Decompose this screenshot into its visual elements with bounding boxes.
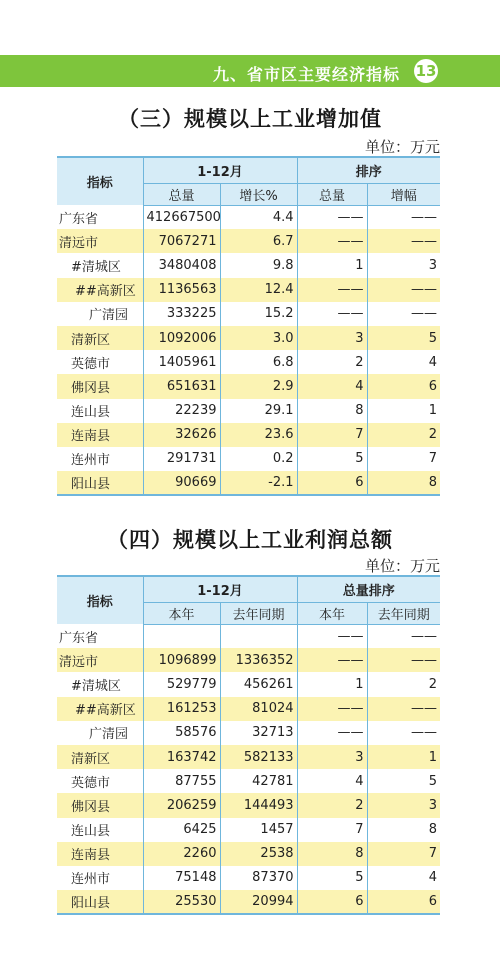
row-rank-2: —— [367,302,440,326]
table-row [57,697,440,721]
row-value-1: 7067271 [143,229,220,253]
row-value-2: 15.2 [220,302,297,326]
subheader-rank-total: 总量 [297,183,367,205]
row-name: 广清园 [89,727,129,743]
row-value-2: 2.9 [220,374,297,398]
section3-table [57,156,440,496]
row-value-2: 32713 [220,721,297,745]
row-rank-2: 6 [367,374,440,398]
row-name: #清城区 [71,259,121,275]
row-rank-2: —— [367,229,440,253]
row-name: 连州市 [71,453,111,469]
header-indicator: 指标 [57,576,143,624]
row-rank-1: —— [297,229,367,253]
row-rank-2: 1 [367,399,440,423]
row-value-2: -2.1 [220,471,297,495]
row-value-1: 651631 [143,374,220,398]
page-number-badge: 13 [414,59,438,83]
row-rank-1: 3 [297,326,367,350]
row-rank-1: —— [297,278,367,302]
row-value-2 [220,624,297,648]
row-value-1: 291731 [143,447,220,471]
row-value-2: 3.0 [220,326,297,350]
row-rank-1: 8 [297,399,367,423]
row-rank-1: 6 [297,471,367,495]
row-name: 清远市 [57,648,143,672]
row-value-2: 144493 [220,793,297,817]
table-row [57,842,440,866]
row-name: 英德市 [71,775,111,791]
row-rank-2: 3 [367,253,440,277]
row-value-1: 1405961 [143,350,220,374]
row-name: 佛冈县 [57,793,143,817]
row-value-1: 22239 [143,399,220,423]
row-value-1: 2260 [143,842,220,866]
row-rank-1: 5 [297,447,367,471]
row-value-1: 25530 [143,890,220,914]
row-rank-2: —— [367,278,440,302]
row-rank-1: 2 [297,793,367,817]
row-rank-1: 1 [297,253,367,277]
row-value-1: 90669 [143,471,220,495]
row-rank-1: 7 [297,423,367,447]
table-row [57,229,440,253]
row-value-1: 161253 [143,697,220,721]
row-name: 连山县 [71,824,111,840]
row-rank-2: 2 [367,423,440,447]
row-rank-2: —— [367,721,440,745]
row-value-2: 12.4 [220,278,297,302]
row-rank-1: —— [297,721,367,745]
row-name: 连山县 [71,405,111,421]
row-value-1: 333225 [143,302,220,326]
row-value-1: 6425 [143,818,220,842]
row-value-2: 20994 [220,890,297,914]
row-name: 连州市 [71,872,111,888]
row-rank-1: 4 [297,769,367,793]
table-row [57,278,440,302]
row-value-2: 4.4 [220,205,297,229]
table-row [57,890,440,914]
row-name: 连南县 [57,842,143,866]
subheader-total: 总量 [143,183,220,205]
row-value-1: 529779 [143,672,220,696]
row-value-1: 206259 [143,793,220,817]
row-value-1: 163742 [143,745,220,769]
row-rank-2: 4 [367,866,440,890]
row-value-2: 81024 [220,697,297,721]
row-name: 清新区 [57,326,143,350]
table-row [57,624,440,648]
row-value-1: 1136563 [143,278,220,302]
section3-unit: 单位：万元 [364,138,440,156]
row-value-2: 1457 [220,818,297,842]
row-rank-2: —— [367,205,440,229]
row-value-1: 87755 [143,769,220,793]
header-title: 九、省市区主要经济指标 [212,65,400,84]
row-value-1: 58576 [143,721,220,745]
row-rank-1: —— [297,648,367,672]
row-rank-1: 6 [297,890,367,914]
row-value-1: 1092006 [143,326,220,350]
row-value-2: 42781 [220,769,297,793]
row-value-2: 9.8 [220,253,297,277]
row-value-2: 2538 [220,842,297,866]
row-rank-2: —— [367,697,440,721]
row-rank-2: 4 [367,350,440,374]
row-rank-2: 2 [367,672,440,696]
header-group-ranking: 排序 [297,157,440,183]
row-rank-1: 1 [297,672,367,696]
table-row [57,205,440,229]
table-row [57,471,440,495]
row-rank-1: —— [297,624,367,648]
table-row [57,793,440,817]
row-rank-2: —— [367,648,440,672]
header-group-ranking: 总量排序 [297,576,440,602]
section4-title: （四）规模以上工业利润总额 [107,528,393,552]
row-value-2: 0.2 [220,447,297,471]
row-name: 广东省 [59,211,99,227]
row-value-1: 75148 [143,866,220,890]
row-name: 阳山县 [57,890,143,914]
row-name: 英德市 [71,356,111,372]
subheader-last-year: 去年同期 [220,602,297,624]
row-value-1: 3480408 [143,253,220,277]
row-name: 清远市 [57,229,143,253]
section4-table [57,575,440,915]
subheader-rank-last-year: 去年同期 [367,602,440,624]
row-rank-1: —— [297,697,367,721]
row-value-1: 1096899 [143,648,220,672]
row-rank-2: 3 [367,793,440,817]
section4-unit: 单位：万元 [364,557,440,575]
row-rank-2: —— [367,624,440,648]
row-rank-2: 1 [367,745,440,769]
row-name: ##高新区 [57,278,143,302]
row-name: ##高新区 [57,697,143,721]
header-group-period: 1-12月 [143,157,297,183]
table-row [57,447,440,471]
row-rank-1: 7 [297,818,367,842]
table-row [57,326,440,350]
row-value-2: 456261 [220,672,297,696]
table-row [57,648,440,672]
subheader-rank-this-year: 本年 [297,602,367,624]
row-rank-2: 7 [367,842,440,866]
row-value-2: 87370 [220,866,297,890]
row-rank-2: 7 [367,447,440,471]
row-rank-1: 2 [297,350,367,374]
table-row [57,745,440,769]
table-row [57,672,440,696]
row-name: 清新区 [57,745,143,769]
row-rank-2: 8 [367,818,440,842]
table-row [57,818,440,842]
row-value-1 [143,624,220,648]
row-name: 连南县 [57,423,143,447]
row-name: 阳山县 [57,471,143,495]
row-rank-2: 5 [367,769,440,793]
row-value-1: 412667500 [143,205,220,229]
row-name: #清城区 [71,678,121,694]
subheader-growth: 增长% [220,183,297,205]
row-rank-1: 4 [297,374,367,398]
table-row [57,721,440,745]
row-name: 广东省 [59,630,99,646]
row-rank-2: 5 [367,326,440,350]
subheader-rank-growth: 增幅 [367,183,440,205]
row-name: 广清园 [89,308,129,324]
header-group-period: 1-12月 [143,576,297,602]
row-rank-1: 3 [297,745,367,769]
row-value-1: 32626 [143,423,220,447]
table-row [57,769,440,793]
row-value-2: 582133 [220,745,297,769]
subheader-this-year: 本年 [143,602,220,624]
row-value-2: 23.6 [220,423,297,447]
row-rank-2: 6 [367,890,440,914]
table-row [57,399,440,423]
row-value-2: 6.7 [220,229,297,253]
table-row [57,253,440,277]
table-row [57,423,440,447]
row-rank-1: —— [297,205,367,229]
table-row [57,374,440,398]
table-row [57,866,440,890]
table-row [57,350,440,374]
row-value-2: 29.1 [220,399,297,423]
table-row [57,302,440,326]
row-rank-1: 5 [297,866,367,890]
row-value-2: 6.8 [220,350,297,374]
row-rank-2: 8 [367,471,440,495]
row-rank-1: —— [297,302,367,326]
row-value-2: 1336352 [220,648,297,672]
header-indicator: 指标 [57,157,143,205]
row-name: 佛冈县 [57,374,143,398]
row-rank-1: 8 [297,842,367,866]
section3-title: （三）规模以上工业增加值 [118,107,382,131]
